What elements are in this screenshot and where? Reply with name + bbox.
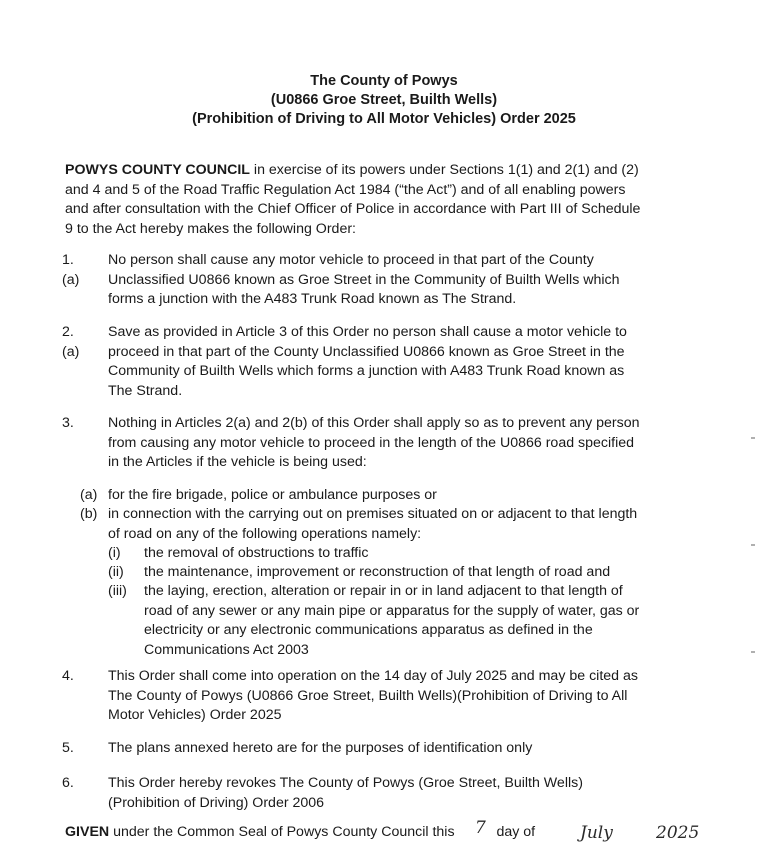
article-line: No person shall cause any motor vehicle to proceed in that part of the County xyxy=(108,252,594,268)
title-line-3: (Prohibition of Driving to All Motor Vehicles) Order 2025 xyxy=(192,111,576,127)
article-text xyxy=(108,774,746,813)
preamble-paragraph xyxy=(65,161,697,239)
article-line: The Strand. xyxy=(108,382,183,399)
article-line: from causing any motor vehicle to proceed in the length of the U0866 road specified xyxy=(108,434,635,451)
item-line: Communications Act 2003 xyxy=(144,641,309,658)
item-line: the removal of obstructions to traffic xyxy=(144,545,369,561)
article-line: proceed in that part of the County Unclassified U0866 known as Groe Street in the xyxy=(108,343,625,360)
preamble-line-4: 9 to the Act hereby makes the following Order: xyxy=(65,220,356,237)
item-line: road of any sewer or any main pipe or apparatus for the supply of water, gas or xyxy=(144,602,640,619)
preamble-line-1 xyxy=(65,161,697,181)
council-name: POWYS COUNTY COUNCIL xyxy=(65,162,250,178)
preamble-line-3: and after consultation with the Chief Officer of Police in accordance with Part III of Schedule xyxy=(65,201,641,217)
sub-number: (a) xyxy=(80,487,98,503)
article-text xyxy=(108,739,746,759)
article-number: 3. xyxy=(62,415,74,431)
article-line: Nothing in Articles 2(a) and 2(b) of this Order shall apply so as to prevent any person xyxy=(108,415,640,431)
given-mid-text: day of xyxy=(492,824,536,840)
item-text xyxy=(144,544,704,564)
article-number: 6. xyxy=(62,775,74,791)
scan-mark xyxy=(751,651,755,653)
article-line: Community of Builth Wells which forms a junction with A483 Trunk Road known as xyxy=(108,363,625,379)
preamble-line-1-text: in exercise of its powers under Sections 1(1) and 2(1) and (2) xyxy=(249,162,639,178)
article-number: 4. xyxy=(62,668,74,684)
given-text: under the Common Seal of Powys County Council this xyxy=(109,824,459,840)
article-line: Save as provided in Article 3 of this Order no person shall cause a motor vehicle to xyxy=(108,324,627,340)
handwritten-year: 2025 xyxy=(656,823,700,843)
sub-text xyxy=(108,505,708,544)
preamble-line-2: and 4 and 5 of the Road Traffic Regulation Act 1984 (“the Act”) and of all enabling powers xyxy=(65,181,626,198)
article-line: Unclassified U0866 known as Groe Street in the Community of Builth Wells which xyxy=(108,271,620,288)
article-line: This Order shall come into operation on the 14 day of July 2025 and may be cited as xyxy=(108,668,638,684)
given-label: GIVEN xyxy=(65,824,110,840)
item-number: (iii) xyxy=(108,583,127,599)
article-line: The County of Powys (U0866 Groe Street, Builth Wells)(Prohibition of Driving to All xyxy=(108,687,628,704)
item-line: the laying, erection, alteration or repair in or in land adjacent to that length of xyxy=(144,583,623,599)
item-line: the maintenance, improvement or reconstruction of that length of road and xyxy=(144,564,611,580)
order-title xyxy=(0,72,768,129)
item-text xyxy=(144,582,684,660)
article-number: 1. (a) xyxy=(62,252,80,288)
sub-number: (b) xyxy=(80,506,98,522)
scan-mark xyxy=(751,437,755,439)
item-text xyxy=(144,563,704,583)
item-number: (i) xyxy=(108,545,121,561)
sub-line: of road on any of the following operations namely: xyxy=(108,525,422,542)
article-line: (Prohibition of Driving) Order 2006 xyxy=(108,794,325,811)
article-line: in the Articles if the vehicle is being used: xyxy=(108,454,367,470)
article-text xyxy=(108,667,746,726)
sealing-clause xyxy=(65,823,535,843)
scan-mark xyxy=(751,544,755,546)
article-line: Motor Vehicles) Order 2025 xyxy=(108,707,282,723)
title-line-1: The County of Powys xyxy=(310,73,458,89)
article-line: forms a junction with the A483 Trunk Road known as The Strand. xyxy=(108,291,517,307)
handwritten-month: July xyxy=(580,823,613,843)
article-text xyxy=(108,323,746,401)
article-line: This Order hereby revokes The County of Powys (Groe Street, Builth Wells) xyxy=(108,775,583,791)
sub-text xyxy=(108,486,708,506)
sub-line: for the fire brigade, police or ambulance purposes or xyxy=(108,487,437,503)
title-line-2: (U0866 Groe Street, Builth Wells) xyxy=(270,92,498,108)
handwritten-day: 7 xyxy=(475,818,486,838)
article-text xyxy=(108,251,746,310)
article-line: The plans annexed hereto are for the purposes of identification only xyxy=(108,740,533,756)
item-number: (ii) xyxy=(108,564,124,580)
article-number: 5. xyxy=(62,740,74,756)
item-line: electricity or any electronic communications apparatus as defined in the xyxy=(144,622,593,638)
article-text xyxy=(108,414,746,473)
article-number: 2. (a) xyxy=(62,324,80,360)
sub-line: in connection with the carrying out on premises situated on or adjacent to that length xyxy=(108,506,638,522)
